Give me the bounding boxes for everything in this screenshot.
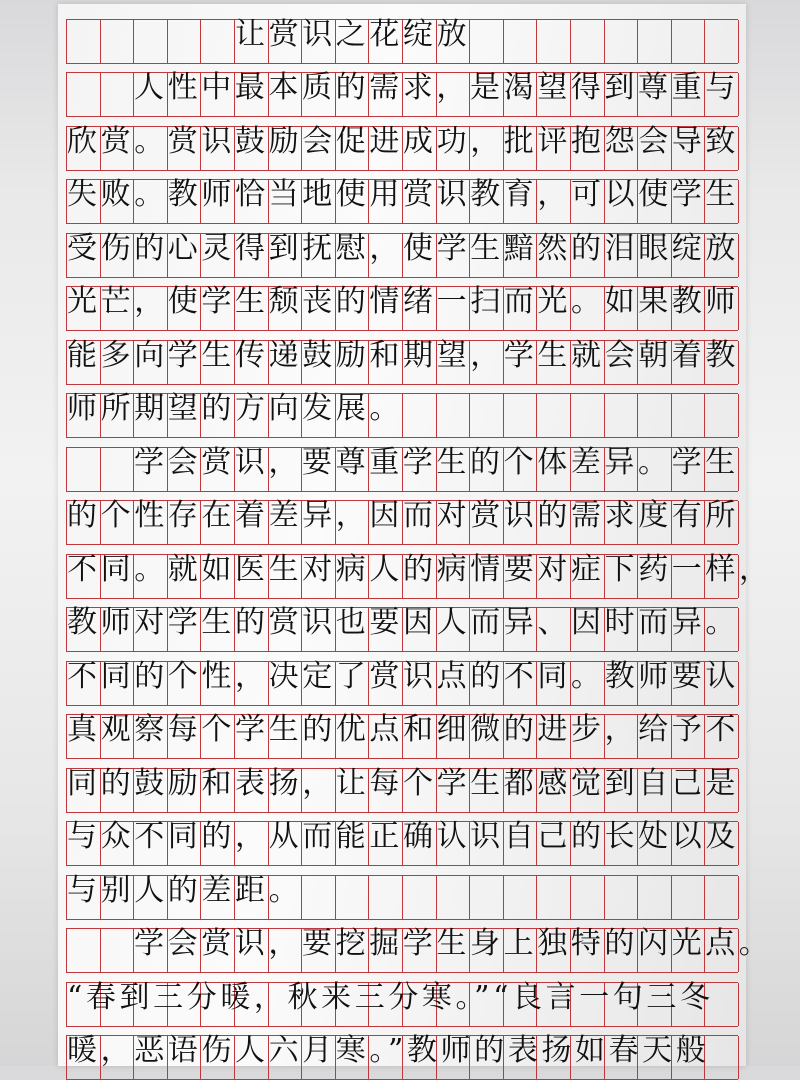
grid-cells <box>66 126 738 170</box>
essay-line-text: 暖，恶语伤人六月寒。”教师的表扬如春天般 <box>67 1029 738 1073</box>
essay-line-text: 人性中最本质的需求，是渴望得到尊重与 <box>67 66 738 110</box>
grid-cells <box>66 500 738 544</box>
grid-cells <box>66 875 738 919</box>
essay-line-text: 教师对学生的赏识也要因人而异、因时而异。 <box>67 601 738 645</box>
essay-line-text: 同的鼓励和表扬，让每个学生都感觉到自己是 <box>67 762 738 806</box>
grid-cells <box>66 340 738 384</box>
essay-line <box>66 331 738 385</box>
essay-line <box>66 973 738 1027</box>
grid-cells <box>66 607 738 651</box>
grid-cells <box>66 1035 738 1079</box>
essay-line <box>66 171 738 225</box>
essay-line-text: 能多向学生传递鼓励和期望，学生就会朝着教 <box>67 334 738 378</box>
grid-cells <box>66 233 738 277</box>
essay-line-text: 真观察每个学生的优点和细微的进步，给予不 <box>67 708 738 752</box>
essay-line-text: 与众不同的，从而能正确认识自己的长处以及 <box>67 815 738 859</box>
grid-cells <box>66 393 738 437</box>
grid-cells <box>66 72 738 116</box>
grid-cells <box>66 661 738 705</box>
essay-line-text: 欣赏。赏识鼓励会促进成功，批评抱怨会导致 <box>67 120 738 164</box>
essay-line <box>66 813 738 867</box>
essay-line <box>66 492 738 546</box>
grid-cells <box>66 19 738 63</box>
essay-line-text: 失败。教师恰当地使用赏识教育，可以使学生 <box>67 173 738 217</box>
essay-line <box>66 759 738 813</box>
essay-grid <box>66 10 738 1080</box>
essay-line-text: 的个性存在着差异，因而对赏识的需求度有所 <box>67 494 738 538</box>
essay-line-text: 光芒，使学生颓丧的情绪一扫而光。如果教师 <box>67 280 738 324</box>
grid-cells <box>66 554 738 598</box>
grid-cells <box>66 286 738 330</box>
essay-line-text: 受伤的心灵得到抚慰，使学生黯然的泪眼绽放 <box>67 227 738 271</box>
essay-line-text: 不同的个性，决定了赏识点的不同。教师要认 <box>67 655 738 699</box>
essay-line-text: 不同。就如医生对病人的病情要对症下药一样， <box>67 548 738 592</box>
essay-line <box>66 224 738 278</box>
essay-line <box>66 599 738 653</box>
essay-line-text: 师所期望的方向发展。 <box>67 387 738 431</box>
grid-cells <box>66 768 738 812</box>
grid-cells <box>66 179 738 223</box>
essay-line <box>66 1027 738 1080</box>
essay-line <box>66 706 738 760</box>
essay-line-text: 与别人的差距。 <box>67 869 738 913</box>
essay-line <box>66 920 738 974</box>
grid-cells <box>66 982 738 1026</box>
essay-line <box>66 866 738 920</box>
title-row <box>66 10 738 64</box>
essay-line-text: “春到三分暖，秋来三分寒。”“良言一句三冬 <box>67 976 738 1020</box>
essay-line <box>66 545 738 599</box>
essay-line <box>66 438 738 492</box>
essay-line-text: 学会赏识，要挖掘学生身上独特的闪光点。 <box>67 922 738 966</box>
essay-line <box>66 64 738 118</box>
grid-cells <box>66 821 738 865</box>
essay-line-text: 学会赏识，要尊重学生的个体差异。学生 <box>67 441 738 485</box>
grid-cells <box>66 447 738 491</box>
essay-title: 让赏识之花绽放 <box>67 13 738 57</box>
essay-line <box>66 278 738 332</box>
grid-cells <box>66 928 738 972</box>
essay-line <box>66 652 738 706</box>
grid-cells <box>66 714 738 758</box>
essay-line <box>66 117 738 171</box>
essay-line <box>66 385 738 439</box>
